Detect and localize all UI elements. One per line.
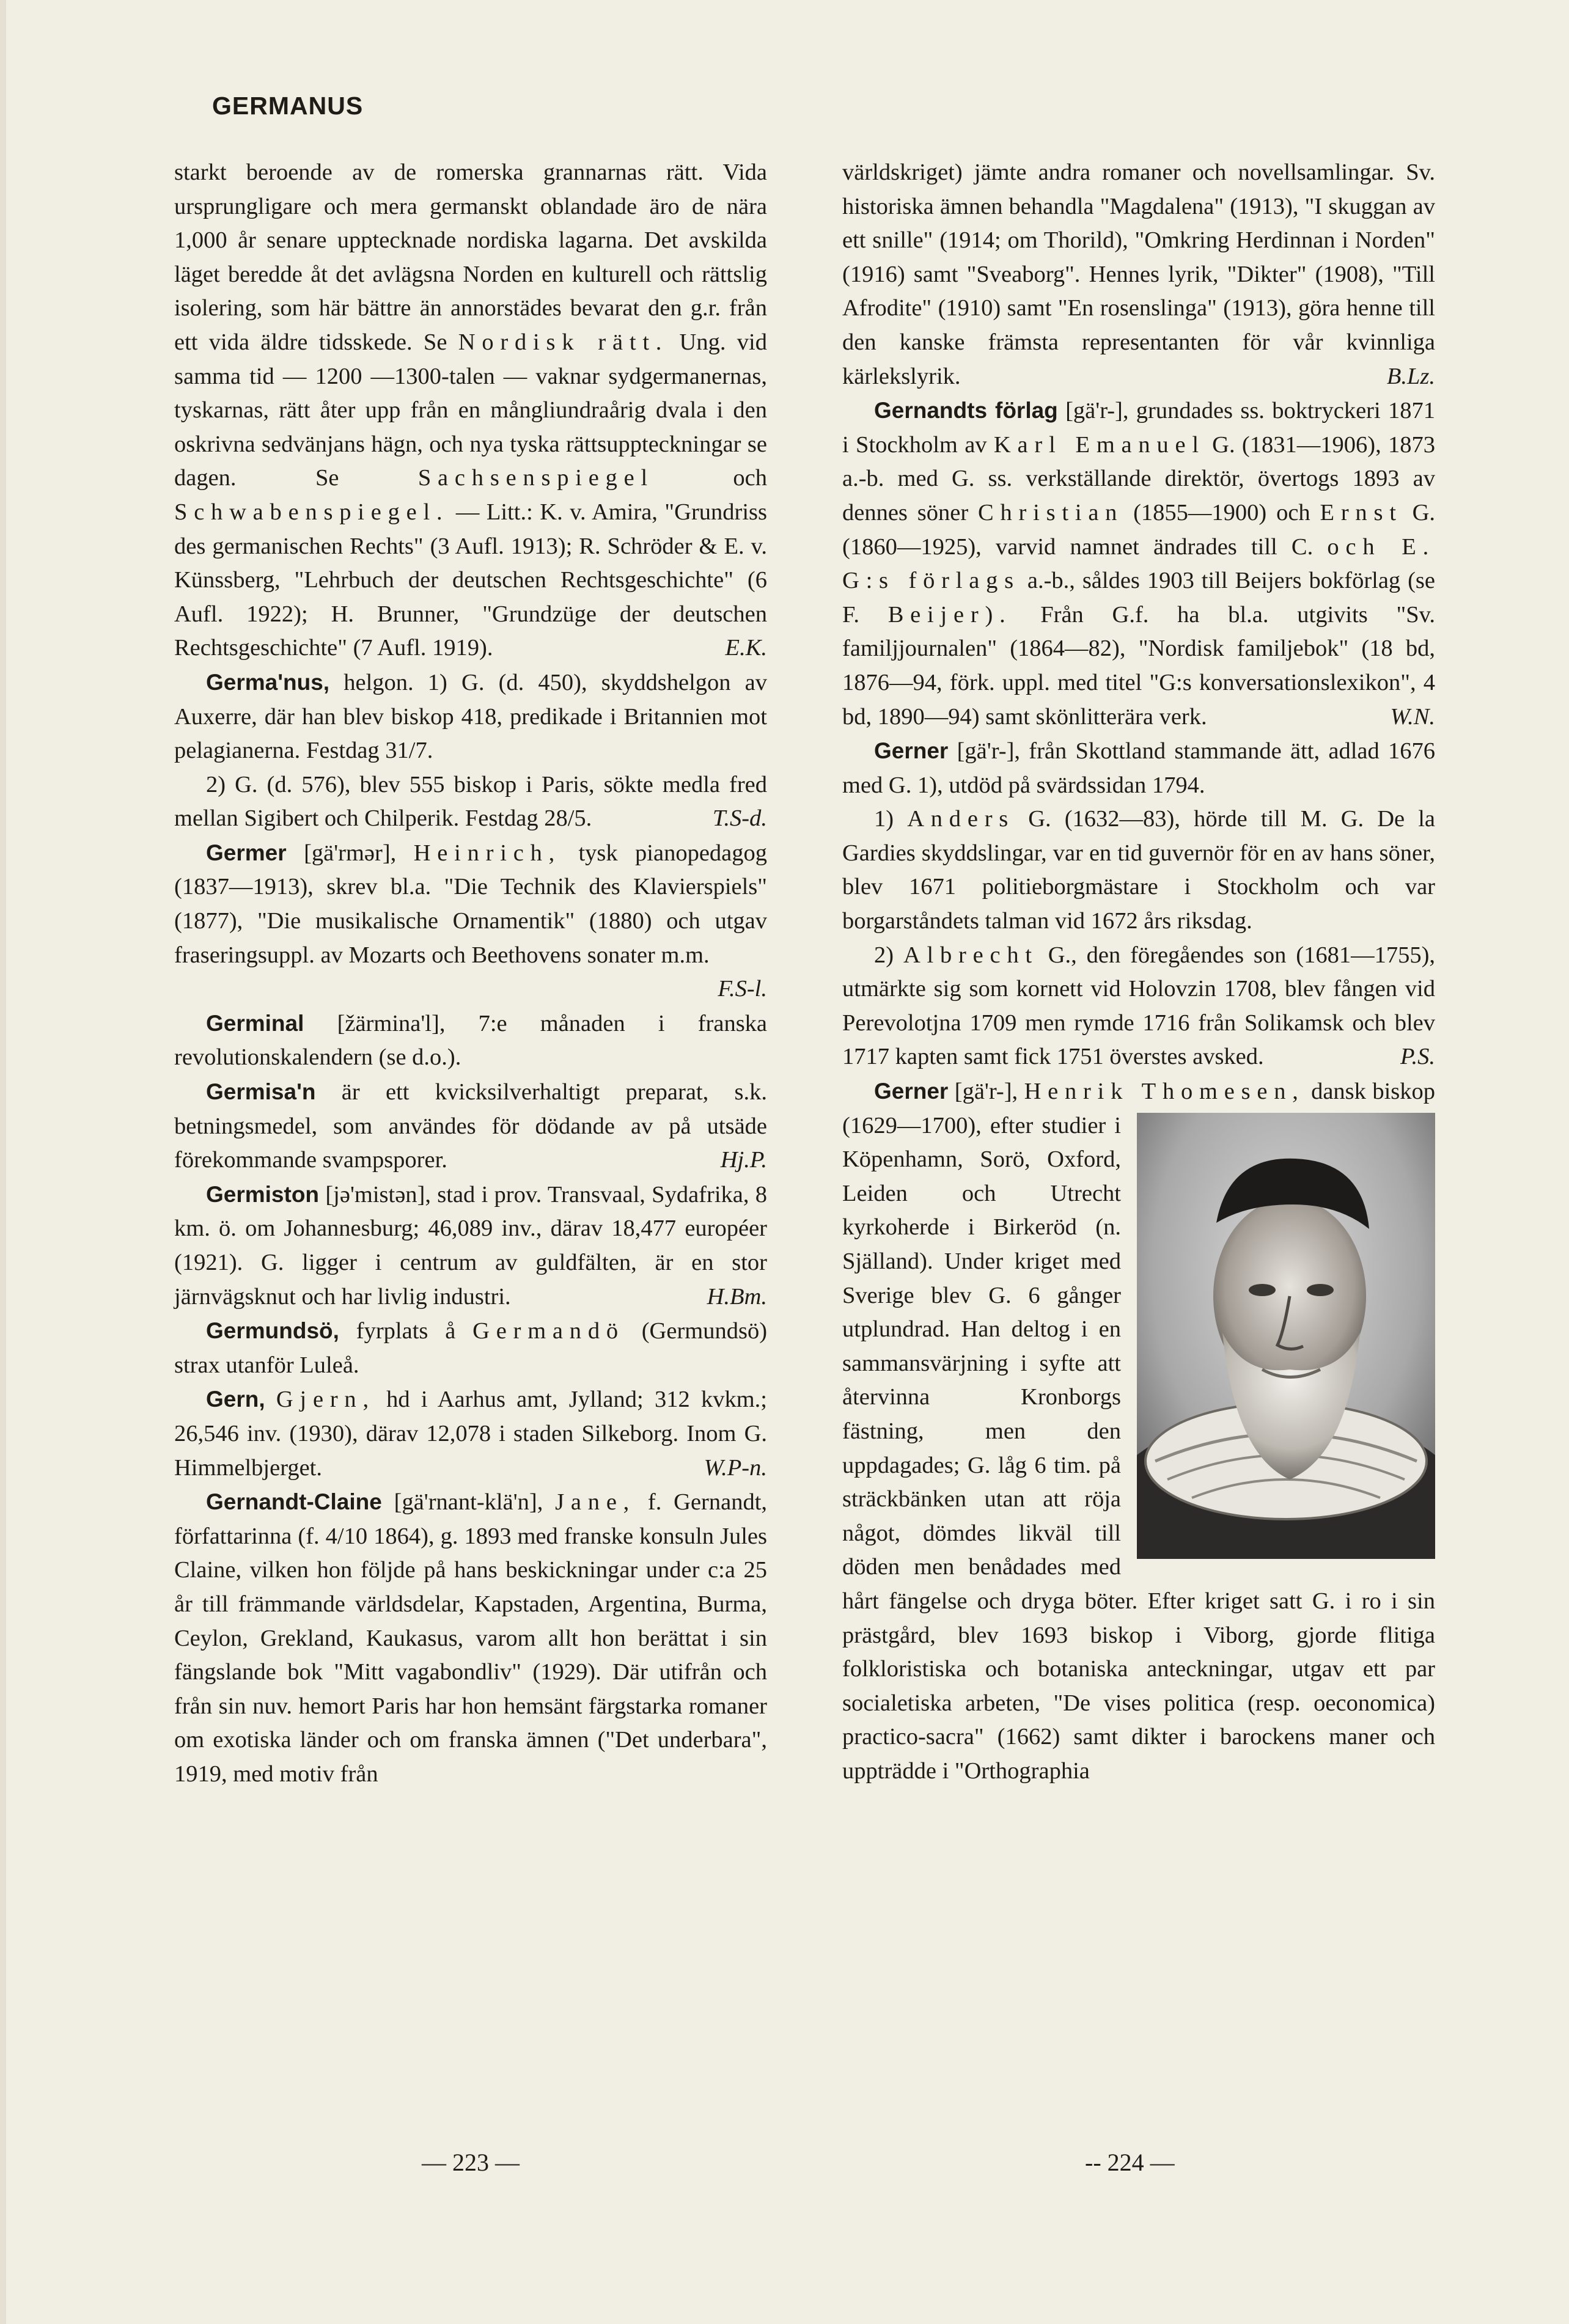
cross-reference: Sachsenspiegel: [417, 465, 654, 491]
left-column: [174, 156, 767, 1792]
entry-gerner-2: 2) Albrecht G., den föregåendes son (1681—1755), utmärkte sig som kornett vid Holovzin 1708, blev fången vid Perevolotjna 1709 men rymde 1716 från Solikamsk och blev 1717 kapten samt fick 1751 överstes avsked. P.S.: [842, 939, 1435, 1074]
headword: Gernandt-Claine: [206, 1489, 382, 1515]
headword: Gern,: [206, 1387, 265, 1412]
entry-germer: Germer [gä'rmər], Heinrich, tysk pianopedagog (1837—1913), skrev bl.a. "Die Technik des Klavierspiels" (1877), "Die musikalische Ornamentik" (1880) och utgav fraseringsuppl. av Mozarts och Beethovens sonater m.m. F.S-l.: [174, 836, 767, 1006]
entry-gern: Gern, Gjern, hd i Aarhus amt, Jylland; 312 kvkm.; 26,546 inv. (1930), därav 12,078 i staden Silkeborg. Inom G. Himmelbjerget. W.P-n.: [174, 1382, 767, 1485]
entry-germanus-2: 2) G. (d. 576), blev 555 biskop i Paris, sökte medla fred mellan Sigibert och Chilperik. Festdag 28/5. T.S-d.: [174, 768, 767, 836]
headword: Germer: [206, 840, 287, 865]
portrait-image: [1137, 1113, 1435, 1559]
headword: Germundsö,: [206, 1318, 339, 1344]
author-signature: W.N.: [1390, 703, 1435, 730]
author-signature: T.S-d.: [712, 805, 767, 832]
headword: Germiston: [206, 1181, 320, 1207]
author-signature: W.P-n.: [704, 1454, 767, 1481]
entry-germinal: Germinal [žärmina'l], 7:e månaden i franska revolutionskalendern (se d.o.).: [174, 1010, 768, 1071]
entry-gernandts-forlag: Gernandts förlag [gä'r-], grundades ss. boktryckeri 1871 i Stockholm av Karl Emanuel G. (1831—1906), 1873 a.-b. med G. ss. verkställande direktör, övertogs 1893 av dennes söner Christian (1855—1900) och Ernst G. (1860—1925), varvid namnet ändrades till C. och E. G:s förlags a.-b., såldes 1903 till Beijers bokförlag (se F. Beijer). Från G.f. ha bl.a. utgivits "Sv. familjjournalen" (1864—82), "Nordisk familjebok" (18 bd, 1876—94, förk. uppl. med titel "G:s konversationslexikon", 4 bd, 1890—94) samt skönlitterära verk. W.N.: [842, 394, 1435, 734]
running-head: GERMANUS: [212, 92, 364, 120]
entry-germanic-law: starkt beroende av de romerska grannarnas rätt. Vida ursprungligare och mera germanskt oblandade äro de nära 1,000 år senare upptecknade nordiska lagarna. Det avskilda läget beredde åt det avlägsna Norden en kulturell och rättslig isolering, som här bättre än annorstädes bevarat den g.r. från ett vida äldre tidsskede. Se Nordisk rätt. Ung. vid samma tid — 1200 —1300-talen — vaknar sydgermanernas, tyskarnas, rätt åter upp från en mångliundraårig dvala i den oskrivna sedvänjans hägn, och nya tyska rättsuppteckningar se dagen. Se Sachsenspiegel och Schwabenspiegel. — Litt.: K. v. Amira, "Grundriss des germanischen Rechts" (3 Aufl. 1913); R. Schröder & E. v. Künssberg, "Lehrbuch der deutschen Rechtsgeschichte" (6 Aufl. 1922); H. Brunner, "Grundzüge der deutschen Rechtsgeschichte" (7 Aufl. 1919). E.K.: [174, 156, 767, 665]
entry-germisan: Germisa'n är ett kvicksilverhaltigt preparat, s.k. betningsmedel, som användes för dödande av på utsäde förekommande svampsporer. Hj.P.: [174, 1075, 767, 1178]
author-signature: Hj.P.: [720, 1147, 767, 1173]
headword: Germinal: [206, 1010, 304, 1036]
page-number-right: -- 224 —: [1085, 2149, 1175, 2176]
entry-gernandt-claine: Gernandt-Claine [gä'rnant-klä'n], Jane, f. Gernandt, författarinna (f. 4/10 1864), g. 1893 med franske konsuln Jules Claine, vilken hon följde på hans beskickningar under c:a 25 år till främmande världsdelar, Kapstaden, Argentina, Burma, Ceylon, Grekland, Kaukasus, varom allt hon berättat i sin fängslande bok "Mitt vagabondliv" (1929). Där utifrån och från sin nuv. hemort Paris har hon hemsänt färgstarka romaner om exotiska länder och om franska ämnen ("Det underbara", 1919, med motiv från: [174, 1489, 768, 1787]
headword: Gerner: [874, 1079, 949, 1104]
entry-gernandt-claine-cont: världskriget) jämte andra romaner och novellsamlingar. Sv. historiska ämnen behandla "Magdalena" (1913), "I skuggan av ett snille" (1914; om Thorild), "Omkring Herdinnan i Norden" (1916) samt "Sveaborg". Hennes lyrik, "Dikter" (1908), "Till Afrodite" (1910) samt "En rosenslinga" (1913), göra henne till den kanske främsta representanten för vår kvinnliga kärlekslyrik. B.Lz.: [842, 156, 1435, 394]
cross-reference: Schwabenspiegel.: [174, 499, 449, 525]
headword: Gernandts förlag: [874, 398, 1058, 423]
author-signature: H.Bm.: [707, 1283, 767, 1310]
right-column: [842, 156, 1435, 1789]
cross-reference: Nordisk rätt.: [458, 329, 669, 355]
headword: Germisa'n: [206, 1079, 316, 1105]
entry-germundso: Germundsö, fyrplats å Germandö (Germundsö) strax utanför Luleå.: [174, 1318, 768, 1378]
entry-germanus: Germa'nus, helgon. 1) G. (d. 450), skyddshelgon av Auxerre, där han blev biskop 418, predikade i Britannien mot pelagianerna. Festdag 31/7.: [174, 669, 768, 764]
headword: Gerner: [874, 738, 949, 764]
author-signature: B.Lz.: [1386, 363, 1435, 389]
portrait-engraving-icon: [1137, 1113, 1435, 1559]
entry-gerner-family: Gerner [gä'r-], från Skottland stammande ätt, adlad 1676 med G. 1), utdöd på svärdssidan 1794.: [842, 738, 1435, 798]
page-edge: [0, 0, 6, 2324]
entry-gerner-henrik: Gerner [gä'r-], Henrik Thomesen, dansk biskop (1629—1700), efter studier i Köpenhamn, Sorö, Oxford, Leiden och Utrecht kyrkoherde i Birkeröd (n. Själland). Under kriget med Sverige blev G. 6 gånger utplundrad. Han deltog i en sammansvärjning i syfte att återvinna Kronborgs fästning, men den uppdagades; G. låg 6 tim. på sträckbänken utan att röja något, dömdes likväl till döden men benådades med hårt fängelse och dryga böter. Efter kriget satt G. i ro i sin prästgård, blev 1693 biskop i Viborg, gjorde flitiga folkloristiska och botaniska anteckningar, utgav ett par socialetiska arbeten, "De vises politica (resp. oeconomica) practico-sacra" (1662) samt dikter i barockens maner och uppträdde i "Orthographia: [842, 1079, 1435, 1784]
author-signature: P.S.: [1400, 1044, 1435, 1070]
author-signature: E.K.: [725, 635, 767, 661]
entry-germiston: Germiston [jə'mistən], stad i prov. Transvaal, Sydafrika, 8 km. ö. om Johannesburg; 46,089 inv., därav 18,477 européer (1921). G. ligger i centrum av guldfälten, är en stor järnvägsknut och har livlig industri. H.Bm.: [174, 1178, 767, 1314]
entry-gerner-1: 1) Anders G. (1632—83), hörde till M. G. De la Gardies skyddslingar, var en tid guvernör för en av hans söner, blev 1671 politieborgmästare i Stockholm och var borgarståndets talman vid 1672 års riksdag.: [842, 806, 1436, 934]
page-number-left: — 223 —: [422, 2149, 520, 2176]
headword: Germa'nus,: [206, 669, 330, 695]
author-signature: F.S-l.: [718, 976, 767, 1002]
